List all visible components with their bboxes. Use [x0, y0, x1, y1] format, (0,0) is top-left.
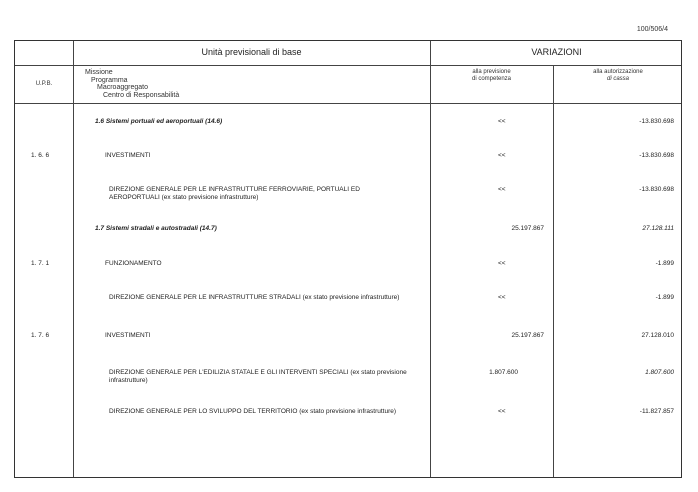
row-description: 1.7 Sistemi stradali e autostradali (14.7)	[95, 225, 217, 232]
row-description: INVESTIMENTI	[105, 152, 151, 159]
upb-header: U.P.B.	[35, 81, 53, 87]
row-competenza: 25.197.867	[511, 332, 544, 339]
row-competenza: <<	[498, 152, 506, 159]
row-description: DIREZIONE GENERALE PER LE INFRASTRUTTURE STRADALI (ex stato previsione infrastrutture)	[109, 294, 400, 301]
row-description: DIREZIONE GENERALE PER LE INFRASTRUTTURE FERROVIARIE, PORTUALI ED AEROPORTUALI (ex stato previsione infrastrutture)	[109, 186, 360, 201]
row-competenza: 1.807.600	[489, 369, 518, 376]
mission-header	[85, 69, 179, 99]
mission-label: Missione	[85, 69, 113, 76]
row-cassa: -11.827.857	[639, 408, 674, 415]
macroaggregato-label: Macroaggregato	[97, 84, 148, 91]
row-competenza: <<	[498, 118, 506, 125]
row-code: 1. 7. 1	[31, 260, 50, 267]
row-cassa: -13.830.698	[639, 118, 674, 125]
row-cassa: 27.128.010	[641, 332, 674, 339]
row-cassa: -13.830.698	[639, 186, 674, 193]
row-competenza: 25.197.867	[511, 225, 544, 232]
page-reference: 100/506/4	[636, 26, 668, 33]
row-cassa: 1.807.600	[645, 369, 674, 376]
budget-table	[14, 40, 682, 478]
column-divider	[73, 41, 74, 477]
row-code: 1. 7. 6	[31, 332, 50, 339]
competenza-header	[430, 69, 553, 83]
left-header-title: Unità previsionali di base	[201, 47, 302, 57]
competenza-line-1: alla previsione	[472, 69, 511, 75]
row-description: DIREZIONE GENERALE PER LO SVILUPPO DEL TERRITORIO (ex stato previsione infrastrutture)	[109, 408, 397, 415]
row-description: 1.6 Sistemi portuali ed aeroportuali (14.6)	[95, 118, 223, 125]
row-cassa: -1.899	[655, 294, 674, 301]
programma-label: Programma	[91, 76, 128, 84]
cassa-line-1: alla autorizzazione	[593, 69, 643, 75]
row-competenza: <<	[498, 186, 506, 193]
cassa-line-2: di cassa	[606, 76, 629, 82]
row-description: INVESTIMENTI	[105, 332, 151, 339]
row-competenza: <<	[498, 260, 506, 267]
row-competenza: <<	[498, 408, 506, 415]
header-divider	[15, 65, 681, 66]
cassa-header	[553, 69, 683, 83]
row-description: DIREZIONE GENERALE PER L'EDILIZIA STATALE E GLI INTERVENTI SPECIALI (ex stato previsione infrastrutture)	[109, 369, 407, 384]
row-code: 1. 6. 6	[31, 152, 50, 159]
row-competenza: <<	[498, 294, 506, 301]
row-cassa: 27.128.111	[642, 225, 674, 232]
right-header-title: VARIAZIONI	[531, 47, 582, 57]
centro-label: Centro di Responsabilità	[103, 91, 180, 99]
header-divider	[15, 103, 681, 104]
competenza-line-2: di competenza	[471, 76, 512, 82]
row-description: FUNZIONAMENTO	[105, 260, 162, 267]
row-cassa: -13.830.698	[639, 152, 674, 159]
row-cassa: -1.899	[655, 260, 674, 267]
